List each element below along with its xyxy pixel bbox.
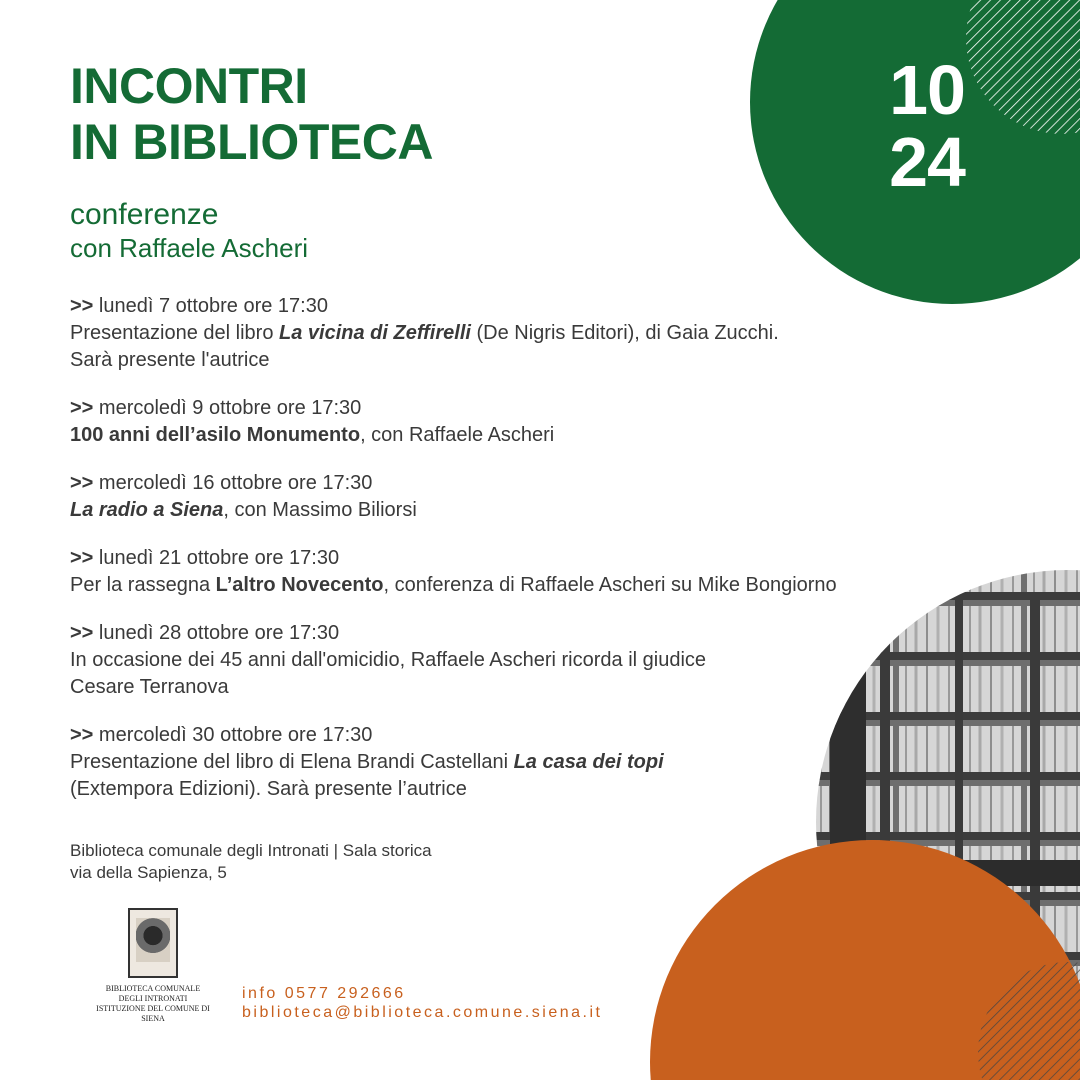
arrow-icon: >> [70, 295, 94, 317]
venue-name: Biblioteca comunale degli Intronati | Sala storica [70, 841, 432, 860]
event-list [70, 293, 950, 824]
event-when: lunedì 28 ottobre ore 17:30 [98, 622, 340, 644]
event-text: , conferenza di Raffaele Ascheri su Mike Bongiorno [383, 574, 837, 596]
event-item [70, 293, 950, 374]
logo-line-2: DEGLI INTRONATI [118, 994, 188, 1003]
event-when-line [70, 620, 950, 647]
event-description [70, 749, 950, 776]
arrow-icon: >> [70, 622, 94, 644]
logo-line-3: ISTITUZIONE DEL COMUNE DI SIENA [96, 1004, 210, 1023]
event-text: Presentazione del libro [70, 322, 280, 344]
event-description: In occasione dei 45 anni dall'omicidio, Raffaele Ascheri ricorda il giudice [70, 649, 707, 671]
event-when-line [70, 545, 950, 572]
subtitle [70, 198, 308, 264]
arrow-icon: >> [70, 472, 94, 494]
event-highlight: La casa dei topi [513, 751, 664, 773]
event-highlight: L’altro Novecento [215, 574, 384, 596]
event-when: lunedì 21 ottobre ore 17:30 [98, 547, 340, 569]
event-description-extra: Sarà presente l'autrice [70, 349, 270, 371]
event-item [70, 545, 950, 599]
event-item [70, 470, 950, 524]
subtitle-line-1: conferenze [70, 198, 219, 231]
contact-phone[interactable]: info 0577 292666 [242, 985, 406, 1002]
logo-text [88, 984, 218, 1024]
library-emblem-icon [128, 908, 178, 978]
event-highlight: 100 anni dell’asilo Monumento [70, 424, 361, 446]
title-line-1: INCONTRI [70, 58, 308, 114]
event-highlight: La vicina di Zeffirelli [279, 322, 471, 344]
date-month: 10 [889, 51, 965, 129]
event-text: , con Raffaele Ascheri [360, 424, 555, 446]
event-description [70, 572, 950, 599]
event-when-line [70, 470, 950, 497]
library-logo [88, 908, 218, 1024]
event-description [70, 320, 950, 347]
event-when: mercoledì 16 ottobre ore 17:30 [98, 472, 373, 494]
event-description-extra: (Extempora Edizioni). Sarà presente l’autrice [70, 778, 467, 800]
title-line-2: IN BIBLIOTECA [70, 114, 433, 170]
event-when: mercoledì 9 ottobre ore 17:30 [98, 397, 362, 419]
contact-email[interactable]: biblioteca@biblioteca.comune.siena.it [242, 1004, 603, 1021]
contact-info [242, 984, 602, 1022]
arrow-icon: >> [70, 547, 94, 569]
subtitle-line-2: con Raffaele Ascheri [70, 233, 308, 263]
event-item [70, 620, 950, 701]
event-highlight: La radio a Siena [70, 499, 224, 521]
logo-line-1: BIBLIOTECA COMUNALE [105, 984, 201, 993]
page-title [70, 58, 433, 170]
event-text: , con Massimo Biliorsi [223, 499, 417, 521]
event-when-line [70, 722, 950, 749]
venue-address: via della Sapienza, 5 [70, 863, 227, 882]
event-text: Presentazione del libro di Elena Brandi Castellani [70, 751, 514, 773]
venue-info [70, 840, 432, 884]
event-text: (De Nigris Editori), di Gaia Zucchi. [470, 322, 779, 344]
date-year: 24 [889, 123, 965, 201]
arrow-icon: >> [70, 724, 94, 746]
event-when: lunedì 7 ottobre ore 17:30 [98, 295, 328, 317]
event-item [70, 395, 950, 449]
event-text: Per la rassegna [70, 574, 216, 596]
event-description [70, 422, 950, 449]
event-when-line [70, 395, 950, 422]
event-item [70, 722, 950, 803]
date-badge [862, 51, 992, 201]
event-when: mercoledì 30 ottobre ore 17:30 [98, 724, 373, 746]
event-when-line [70, 293, 950, 320]
event-description [70, 497, 950, 524]
event-description-extra: Cesare Terranova [70, 676, 229, 698]
arrow-icon: >> [70, 397, 94, 419]
